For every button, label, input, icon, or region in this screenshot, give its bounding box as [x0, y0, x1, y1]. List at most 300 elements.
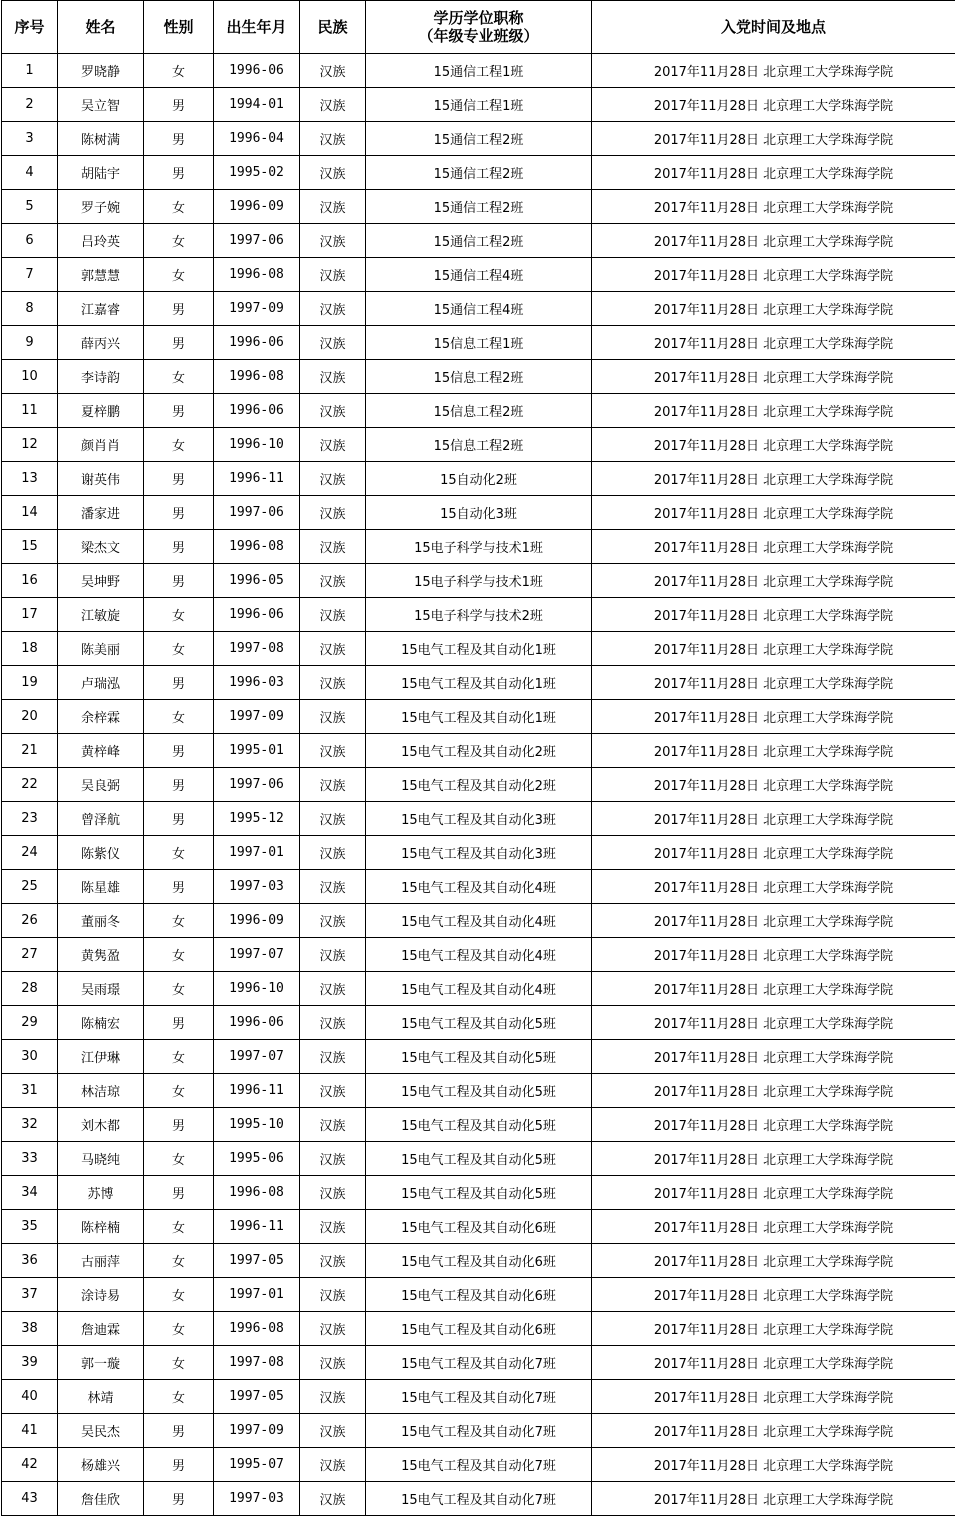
- cell-class: 15电气工程及其自动化6班: [366, 1210, 592, 1244]
- cell-no: 30: [2, 1040, 58, 1074]
- cell-name: 黄梓峰: [58, 734, 144, 768]
- cell-name: 苏博: [58, 1176, 144, 1210]
- header-birth: 出生年月: [214, 1, 300, 54]
- member-table: [1, 0, 955, 1516]
- table-row: [2, 666, 955, 700]
- cell-ethnicity: 汉族: [300, 54, 366, 88]
- cell-name: 卢瑞泓: [58, 666, 144, 700]
- table-row: [2, 258, 955, 292]
- cell-name: 颜肖肖: [58, 428, 144, 462]
- cell-no: 19: [2, 666, 58, 700]
- cell-no: 21: [2, 734, 58, 768]
- cell-name: 余梓霖: [58, 700, 144, 734]
- cell-class: 15电气工程及其自动化4班: [366, 870, 592, 904]
- cell-class: 15电气工程及其自动化5班: [366, 1142, 592, 1176]
- table-row: [2, 1448, 955, 1482]
- cell-birth: 1997-08: [214, 632, 300, 666]
- cell-name: 古丽萍: [58, 1244, 144, 1278]
- cell-join: 2017年11月28日 北京理工大学珠海学院: [592, 836, 955, 870]
- cell-name: 陈楠宏: [58, 1006, 144, 1040]
- cell-join: 2017年11月28日 北京理工大学珠海学院: [592, 88, 955, 122]
- cell-no: 15: [2, 530, 58, 564]
- cell-class: 15电气工程及其自动化5班: [366, 1040, 592, 1074]
- cell-birth: 1996-06: [214, 598, 300, 632]
- cell-birth: 1997-06: [214, 768, 300, 802]
- cell-gender: 女: [144, 1312, 214, 1346]
- cell-join: 2017年11月28日 北京理工大学珠海学院: [592, 1448, 955, 1482]
- cell-class: 15电气工程及其自动化2班: [366, 734, 592, 768]
- cell-gender: 男: [144, 394, 214, 428]
- cell-class: 15电气工程及其自动化5班: [366, 1108, 592, 1142]
- cell-name: 詹迪霖: [58, 1312, 144, 1346]
- cell-no: 42: [2, 1448, 58, 1482]
- cell-birth: 1997-05: [214, 1380, 300, 1414]
- header-class: [366, 1, 592, 54]
- cell-gender: 女: [144, 1244, 214, 1278]
- cell-birth: 1995-12: [214, 802, 300, 836]
- cell-name: 詹佳欣: [58, 1482, 144, 1516]
- cell-ethnicity: 汉族: [300, 224, 366, 258]
- cell-gender: 男: [144, 156, 214, 190]
- cell-ethnicity: 汉族: [300, 1074, 366, 1108]
- cell-no: 26: [2, 904, 58, 938]
- cell-birth: 1996-08: [214, 1176, 300, 1210]
- table-row: [2, 496, 955, 530]
- cell-ethnicity: 汉族: [300, 938, 366, 972]
- cell-name: 潘家进: [58, 496, 144, 530]
- cell-join: 2017年11月28日 北京理工大学珠海学院: [592, 530, 955, 564]
- cell-join: 2017年11月28日 北京理工大学珠海学院: [592, 156, 955, 190]
- cell-join: 2017年11月28日 北京理工大学珠海学院: [592, 1040, 955, 1074]
- cell-join: 2017年11月28日 北京理工大学珠海学院: [592, 428, 955, 462]
- cell-birth: 1996-04: [214, 122, 300, 156]
- cell-no: 41: [2, 1414, 58, 1448]
- table-row: [2, 1142, 955, 1176]
- cell-birth: 1997-09: [214, 700, 300, 734]
- cell-gender: 女: [144, 598, 214, 632]
- header-join: 入党时间及地点: [592, 1, 955, 54]
- cell-birth: 1996-09: [214, 904, 300, 938]
- cell-class: 15电气工程及其自动化4班: [366, 938, 592, 972]
- cell-ethnicity: 汉族: [300, 904, 366, 938]
- cell-ethnicity: 汉族: [300, 258, 366, 292]
- cell-ethnicity: 汉族: [300, 122, 366, 156]
- cell-ethnicity: 汉族: [300, 1482, 366, 1516]
- cell-no: 7: [2, 258, 58, 292]
- cell-class: 15电气工程及其自动化4班: [366, 904, 592, 938]
- cell-gender: 男: [144, 1448, 214, 1482]
- cell-birth: 1996-06: [214, 54, 300, 88]
- cell-no: 8: [2, 292, 58, 326]
- cell-class: 15电子科学与技术2班: [366, 598, 592, 632]
- table-row: [2, 54, 955, 88]
- cell-no: 13: [2, 462, 58, 496]
- cell-ethnicity: 汉族: [300, 360, 366, 394]
- cell-gender: 男: [144, 292, 214, 326]
- table-row: [2, 598, 955, 632]
- cell-gender: 女: [144, 1142, 214, 1176]
- cell-ethnicity: 汉族: [300, 768, 366, 802]
- cell-ethnicity: 汉族: [300, 1176, 366, 1210]
- cell-gender: 男: [144, 326, 214, 360]
- table-row: [2, 904, 955, 938]
- cell-class: 15通信工程2班: [366, 156, 592, 190]
- cell-ethnicity: 汉族: [300, 1346, 366, 1380]
- cell-birth: 1995-06: [214, 1142, 300, 1176]
- cell-gender: 女: [144, 632, 214, 666]
- cell-gender: 女: [144, 428, 214, 462]
- cell-gender: 女: [144, 938, 214, 972]
- cell-class: 15电气工程及其自动化3班: [366, 802, 592, 836]
- cell-ethnicity: 汉族: [300, 1278, 366, 1312]
- cell-name: 江嘉睿: [58, 292, 144, 326]
- cell-gender: 女: [144, 904, 214, 938]
- table-row: [2, 734, 955, 768]
- cell-name: 吕玲英: [58, 224, 144, 258]
- cell-birth: 1997-08: [214, 1346, 300, 1380]
- cell-class: 15电气工程及其自动化5班: [366, 1176, 592, 1210]
- table-row: [2, 428, 955, 462]
- cell-no: 14: [2, 496, 58, 530]
- cell-no: 38: [2, 1312, 58, 1346]
- cell-join: 2017年11月28日 北京理工大学珠海学院: [592, 1244, 955, 1278]
- cell-join: 2017年11月28日 北京理工大学珠海学院: [592, 292, 955, 326]
- cell-gender: 男: [144, 1108, 214, 1142]
- cell-no: 9: [2, 326, 58, 360]
- cell-gender: 男: [144, 496, 214, 530]
- cell-name: 江伊琳: [58, 1040, 144, 1074]
- table-row: [2, 1210, 955, 1244]
- cell-birth: 1997-07: [214, 1040, 300, 1074]
- cell-ethnicity: 汉族: [300, 156, 366, 190]
- cell-gender: 女: [144, 972, 214, 1006]
- cell-birth: 1995-01: [214, 734, 300, 768]
- cell-no: 32: [2, 1108, 58, 1142]
- cell-name: 李诗韵: [58, 360, 144, 394]
- cell-ethnicity: 汉族: [300, 1142, 366, 1176]
- cell-class: 15电气工程及其自动化2班: [366, 768, 592, 802]
- cell-class: 15电气工程及其自动化5班: [366, 1006, 592, 1040]
- cell-gender: 女: [144, 54, 214, 88]
- cell-birth: 1996-06: [214, 326, 300, 360]
- table-body: [2, 54, 955, 1516]
- table-row: [2, 1278, 955, 1312]
- cell-ethnicity: 汉族: [300, 734, 366, 768]
- cell-birth: 1996-06: [214, 394, 300, 428]
- cell-name: 江敏旋: [58, 598, 144, 632]
- table-row: [2, 700, 955, 734]
- cell-no: 5: [2, 190, 58, 224]
- cell-gender: 男: [144, 1006, 214, 1040]
- cell-name: 马晓纯: [58, 1142, 144, 1176]
- cell-join: 2017年11月28日 北京理工大学珠海学院: [592, 1482, 955, 1516]
- cell-ethnicity: 汉族: [300, 1006, 366, 1040]
- cell-class: 15电气工程及其自动化7班: [366, 1482, 592, 1516]
- cell-no: 24: [2, 836, 58, 870]
- table-row: [2, 1176, 955, 1210]
- table-row: [2, 870, 955, 904]
- cell-birth: 1997-06: [214, 496, 300, 530]
- cell-no: 11: [2, 394, 58, 428]
- cell-gender: 男: [144, 734, 214, 768]
- cell-birth: 1996-11: [214, 1210, 300, 1244]
- cell-name: 吴立智: [58, 88, 144, 122]
- header-class-line1: 学历学位职称: [366, 9, 591, 27]
- cell-class: 15电子科学与技术1班: [366, 530, 592, 564]
- table-row: [2, 156, 955, 190]
- cell-birth: 1996-03: [214, 666, 300, 700]
- cell-name: 吴坤野: [58, 564, 144, 598]
- cell-birth: 1997-03: [214, 870, 300, 904]
- cell-birth: 1996-08: [214, 258, 300, 292]
- cell-ethnicity: 汉族: [300, 666, 366, 700]
- cell-join: 2017年11月28日 北京理工大学珠海学院: [592, 1176, 955, 1210]
- cell-class: 15通信工程4班: [366, 258, 592, 292]
- cell-ethnicity: 汉族: [300, 190, 366, 224]
- cell-gender: 男: [144, 802, 214, 836]
- cell-gender: 女: [144, 224, 214, 258]
- cell-birth: 1995-10: [214, 1108, 300, 1142]
- cell-class: 15自动化2班: [366, 462, 592, 496]
- cell-birth: 1996-08: [214, 1312, 300, 1346]
- table-row: [2, 1414, 955, 1448]
- cell-ethnicity: 汉族: [300, 1414, 366, 1448]
- cell-join: 2017年11月28日 北京理工大学珠海学院: [592, 1142, 955, 1176]
- cell-gender: 女: [144, 1278, 214, 1312]
- cell-name: 陈树满: [58, 122, 144, 156]
- table-row: [2, 190, 955, 224]
- cell-no: 39: [2, 1346, 58, 1380]
- cell-ethnicity: 汉族: [300, 1210, 366, 1244]
- cell-no: 34: [2, 1176, 58, 1210]
- cell-ethnicity: 汉族: [300, 870, 366, 904]
- cell-no: 37: [2, 1278, 58, 1312]
- cell-class: 15通信工程1班: [366, 54, 592, 88]
- cell-join: 2017年11月28日 北京理工大学珠海学院: [592, 1414, 955, 1448]
- cell-join: 2017年11月28日 北京理工大学珠海学院: [592, 1278, 955, 1312]
- cell-no: 20: [2, 700, 58, 734]
- cell-ethnicity: 汉族: [300, 836, 366, 870]
- cell-gender: 女: [144, 1040, 214, 1074]
- cell-class: 15电气工程及其自动化1班: [366, 632, 592, 666]
- cell-join: 2017年11月28日 北京理工大学珠海学院: [592, 394, 955, 428]
- table-row: [2, 292, 955, 326]
- cell-class: 15电气工程及其自动化4班: [366, 972, 592, 1006]
- cell-name: 谢英伟: [58, 462, 144, 496]
- cell-name: 郭慧慧: [58, 258, 144, 292]
- cell-no: 4: [2, 156, 58, 190]
- cell-ethnicity: 汉族: [300, 700, 366, 734]
- cell-no: 22: [2, 768, 58, 802]
- cell-gender: 女: [144, 700, 214, 734]
- cell-join: 2017年11月28日 北京理工大学珠海学院: [592, 802, 955, 836]
- cell-no: 29: [2, 1006, 58, 1040]
- table-row: [2, 1482, 955, 1516]
- cell-gender: 女: [144, 360, 214, 394]
- cell-join: 2017年11月28日 北京理工大学珠海学院: [592, 1108, 955, 1142]
- cell-class: 15信息工程2班: [366, 394, 592, 428]
- header-name: 姓名: [58, 1, 144, 54]
- cell-class: 15电气工程及其自动化1班: [366, 666, 592, 700]
- cell-gender: 女: [144, 1380, 214, 1414]
- table-row: [2, 224, 955, 258]
- cell-no: 43: [2, 1482, 58, 1516]
- cell-birth: 1996-08: [214, 530, 300, 564]
- cell-class: 15通信工程4班: [366, 292, 592, 326]
- cell-name: 薛丙兴: [58, 326, 144, 360]
- cell-birth: 1996-11: [214, 1074, 300, 1108]
- cell-join: 2017年11月28日 北京理工大学珠海学院: [592, 462, 955, 496]
- table-row: [2, 1006, 955, 1040]
- cell-no: 23: [2, 802, 58, 836]
- cell-join: 2017年11月28日 北京理工大学珠海学院: [592, 768, 955, 802]
- cell-join: 2017年11月28日 北京理工大学珠海学院: [592, 1074, 955, 1108]
- cell-gender: 女: [144, 1210, 214, 1244]
- cell-birth: 1996-06: [214, 1006, 300, 1040]
- cell-join: 2017年11月28日 北京理工大学珠海学院: [592, 1346, 955, 1380]
- table-row: [2, 802, 955, 836]
- cell-no: 36: [2, 1244, 58, 1278]
- cell-ethnicity: 汉族: [300, 598, 366, 632]
- table-row: [2, 122, 955, 156]
- cell-class: 15电气工程及其自动化6班: [366, 1244, 592, 1278]
- table-row: [2, 768, 955, 802]
- cell-ethnicity: 汉族: [300, 530, 366, 564]
- cell-ethnicity: 汉族: [300, 1040, 366, 1074]
- cell-name: 董丽冬: [58, 904, 144, 938]
- cell-ethnicity: 汉族: [300, 394, 366, 428]
- cell-class: 15电子科学与技术1班: [366, 564, 592, 598]
- cell-join: 2017年11月28日 北京理工大学珠海学院: [592, 598, 955, 632]
- table-row: [2, 1040, 955, 1074]
- cell-ethnicity: 汉族: [300, 564, 366, 598]
- cell-birth: 1997-01: [214, 1278, 300, 1312]
- table-row: [2, 632, 955, 666]
- cell-gender: 女: [144, 836, 214, 870]
- cell-name: 夏梓鹏: [58, 394, 144, 428]
- cell-no: 27: [2, 938, 58, 972]
- cell-ethnicity: 汉族: [300, 1312, 366, 1346]
- table-row: [2, 1346, 955, 1380]
- cell-name: 黄隽盈: [58, 938, 144, 972]
- cell-join: 2017年11月28日 北京理工大学珠海学院: [592, 224, 955, 258]
- cell-class: 15电气工程及其自动化6班: [366, 1278, 592, 1312]
- cell-no: 25: [2, 870, 58, 904]
- cell-join: 2017年11月28日 北京理工大学珠海学院: [592, 700, 955, 734]
- cell-join: 2017年11月28日 北京理工大学珠海学院: [592, 1210, 955, 1244]
- cell-no: 16: [2, 564, 58, 598]
- cell-ethnicity: 汉族: [300, 632, 366, 666]
- cell-join: 2017年11月28日 北京理工大学珠海学院: [592, 190, 955, 224]
- cell-join: 2017年11月28日 北京理工大学珠海学院: [592, 938, 955, 972]
- cell-ethnicity: 汉族: [300, 292, 366, 326]
- table-row: [2, 326, 955, 360]
- cell-class: 15电气工程及其自动化1班: [366, 700, 592, 734]
- cell-birth: 1996-11: [214, 462, 300, 496]
- cell-ethnicity: 汉族: [300, 428, 366, 462]
- cell-name: 梁杰文: [58, 530, 144, 564]
- cell-class: 15通信工程2班: [366, 190, 592, 224]
- cell-birth: 1994-01: [214, 88, 300, 122]
- cell-gender: 男: [144, 1482, 214, 1516]
- cell-birth: 1995-02: [214, 156, 300, 190]
- cell-class: 15电气工程及其自动化7班: [366, 1346, 592, 1380]
- header-no: 序号: [2, 1, 58, 54]
- cell-join: 2017年11月28日 北京理工大学珠海学院: [592, 904, 955, 938]
- table-row: [2, 462, 955, 496]
- cell-no: 28: [2, 972, 58, 1006]
- cell-birth: 1997-05: [214, 1244, 300, 1278]
- cell-gender: 男: [144, 564, 214, 598]
- cell-ethnicity: 汉族: [300, 88, 366, 122]
- cell-join: 2017年11月28日 北京理工大学珠海学院: [592, 734, 955, 768]
- cell-name: 陈美丽: [58, 632, 144, 666]
- cell-class: 15信息工程2班: [366, 428, 592, 462]
- cell-class: 15信息工程1班: [366, 326, 592, 360]
- cell-gender: 男: [144, 1176, 214, 1210]
- table-row: [2, 360, 955, 394]
- cell-class: 15信息工程2班: [366, 360, 592, 394]
- cell-birth: 1995-07: [214, 1448, 300, 1482]
- cell-name: 吴民杰: [58, 1414, 144, 1448]
- cell-name: 罗子婉: [58, 190, 144, 224]
- cell-join: 2017年11月28日 北京理工大学珠海学院: [592, 870, 955, 904]
- cell-ethnicity: 汉族: [300, 1448, 366, 1482]
- cell-name: 陈梓楠: [58, 1210, 144, 1244]
- cell-birth: 1997-06: [214, 224, 300, 258]
- cell-name: 陈紫仪: [58, 836, 144, 870]
- cell-gender: 男: [144, 462, 214, 496]
- cell-ethnicity: 汉族: [300, 1244, 366, 1278]
- cell-birth: 1996-08: [214, 360, 300, 394]
- cell-join: 2017年11月28日 北京理工大学珠海学院: [592, 496, 955, 530]
- table-row: [2, 1380, 955, 1414]
- cell-gender: 男: [144, 530, 214, 564]
- cell-name: 涂诗易: [58, 1278, 144, 1312]
- cell-ethnicity: 汉族: [300, 972, 366, 1006]
- table-row: [2, 1244, 955, 1278]
- cell-class: 15通信工程2班: [366, 224, 592, 258]
- cell-join: 2017年11月28日 北京理工大学珠海学院: [592, 1380, 955, 1414]
- cell-class: 15电气工程及其自动化7班: [366, 1380, 592, 1414]
- table-row: [2, 88, 955, 122]
- cell-join: 2017年11月28日 北京理工大学珠海学院: [592, 258, 955, 292]
- cell-join: 2017年11月28日 北京理工大学珠海学院: [592, 564, 955, 598]
- cell-birth: 1997-09: [214, 292, 300, 326]
- cell-ethnicity: 汉族: [300, 1380, 366, 1414]
- cell-no: 31: [2, 1074, 58, 1108]
- cell-join: 2017年11月28日 北京理工大学珠海学院: [592, 972, 955, 1006]
- cell-join: 2017年11月28日 北京理工大学珠海学院: [592, 632, 955, 666]
- cell-class: 15电气工程及其自动化7班: [366, 1414, 592, 1448]
- cell-gender: 女: [144, 258, 214, 292]
- cell-join: 2017年11月28日 北京理工大学珠海学院: [592, 326, 955, 360]
- cell-no: 12: [2, 428, 58, 462]
- cell-join: 2017年11月28日 北京理工大学珠海学院: [592, 122, 955, 156]
- cell-ethnicity: 汉族: [300, 326, 366, 360]
- cell-birth: 1997-09: [214, 1414, 300, 1448]
- cell-ethnicity: 汉族: [300, 1108, 366, 1142]
- cell-no: 1: [2, 54, 58, 88]
- cell-name: 郭一璇: [58, 1346, 144, 1380]
- cell-gender: 女: [144, 1346, 214, 1380]
- cell-class: 15电气工程及其自动化5班: [366, 1074, 592, 1108]
- cell-join: 2017年11月28日 北京理工大学珠海学院: [592, 54, 955, 88]
- cell-name: 刘木都: [58, 1108, 144, 1142]
- cell-class: 15电气工程及其自动化3班: [366, 836, 592, 870]
- cell-birth: 1996-10: [214, 972, 300, 1006]
- cell-no: 40: [2, 1380, 58, 1414]
